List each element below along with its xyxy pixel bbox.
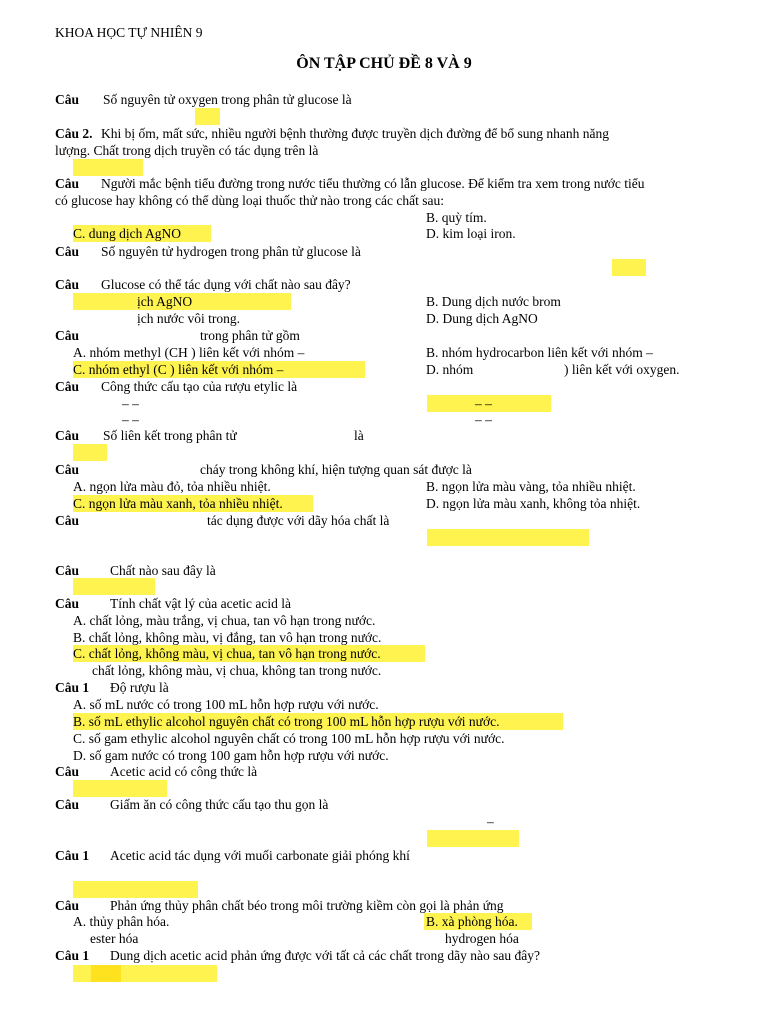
answer-highlight — [73, 881, 198, 898]
question-label: Câu 1 — [55, 680, 90, 695]
option-d: D. số gam nước có trong 100 gam hỗn hợp rượu với nước. — [73, 748, 389, 763]
option-c: C. dung dịch AgNO — [73, 226, 181, 241]
answer-highlight — [195, 108, 220, 125]
answer-highlight — [73, 578, 155, 595]
option-d: D. kim loại iron. — [426, 226, 516, 241]
option-a: A. thủy phân hóa. — [73, 914, 170, 929]
question-text: Chất nào sau đây là — [110, 563, 216, 578]
option-b: B. xà phòng hóa. — [426, 914, 518, 929]
question-text: Acetic acid có công thức là — [110, 764, 258, 779]
option-b: B. số mL ethylic alcohol nguyên chất có trong 100 mL hỗn hợp rượu với nước. — [73, 714, 500, 729]
option-c: C. chất lỏng, không màu, vị chua, tan vô hạn trong nước. — [73, 646, 381, 661]
formula-dashes: – – — [122, 412, 139, 427]
question-label: Câu — [55, 379, 80, 394]
answer-highlight — [91, 965, 121, 982]
question-text: Số liên kết trong phân tử — [103, 428, 237, 443]
formula-dashes: – – — [122, 396, 139, 411]
answer-highlight — [73, 159, 143, 176]
question-text: Tính chất vật lý của acetic acid là — [110, 596, 292, 611]
question-text: Khi bị ốm, mất sức, nhiều người bệnh thường được truyền dịch đường để bổ sung nhanh năng — [101, 126, 609, 141]
answer-highlight — [73, 780, 167, 797]
answer-highlight — [73, 444, 107, 461]
question-text: Glucose có thể tác dụng với chất nào sau đây? — [101, 277, 351, 292]
option-c: ịch nước vôi trong. — [137, 311, 240, 326]
question-text: trong phân tử gồm — [200, 328, 300, 343]
question-text: Độ rượu là — [110, 680, 169, 695]
question-text: Dung dịch acetic acid phản ứng được với tất cả các chất trong dãy nào sau đây? — [110, 948, 540, 963]
question-label: Câu 1 — [55, 948, 90, 963]
question-text: có glucose hay không có thể dùng loại thuốc thử nào trong các chất sau: — [55, 193, 444, 208]
option-c: ester hóa — [90, 931, 139, 946]
question-label: Câu — [55, 428, 80, 443]
option-c: C. ngọn lửa màu xanh, tỏa nhiều nhiệt. — [73, 496, 283, 511]
option-b: B. nhóm hydrocarbon liên kết với nhóm – — [426, 345, 653, 360]
option-d: chất lỏng, không màu, vị chua, không tan trong nước. — [92, 663, 382, 678]
question-text: cháy trong không khí, hiện tượng quan sát được là — [200, 462, 472, 477]
question-label: Câu — [55, 797, 80, 812]
option-b: B. quỳ tím. — [426, 210, 487, 225]
question-text: Số nguyên tử oxygen trong phân tử glucose là — [103, 92, 352, 107]
question-text: Công thức cấu tạo của rượu etylic là — [101, 379, 298, 394]
question-label: Câu — [55, 176, 80, 191]
option-b: B. Dung dịch nước brom — [426, 294, 561, 309]
formula-dashes: – — [487, 814, 494, 829]
question-label: Câu — [55, 513, 80, 528]
question-text: Phản ứng thủy phân chất béo trong môi trường kiềm còn gọi là phản ứng — [110, 898, 504, 913]
page-title: ÔN TẬP CHỦ ĐỀ 8 VÀ 9 — [296, 55, 472, 72]
option-c: C. số gam ethylic alcohol nguyên chất có trong 100 mL hỗn hợp rượu với nước. — [73, 731, 505, 746]
question-text: lượng. Chất trong dịch truyền có tác dụng trên là — [55, 143, 319, 158]
question-text: Người mắc bệnh tiểu đường trong nước tiểu thường có lẫn glucose. Để kiểm tra xem trong nước tiểu — [101, 176, 645, 191]
answer-highlight — [612, 259, 646, 276]
question-text: Số nguyên tử hydrogen trong phân tử glucose là — [101, 244, 361, 259]
question-label: Câu 2. — [55, 126, 93, 141]
question-label: Câu — [55, 244, 80, 259]
question-label: Câu 1 — [55, 848, 90, 863]
option-a: ịch AgNO — [137, 294, 193, 309]
question-text: Giấm ăn có công thức cấu tạo thu gọn là — [110, 797, 329, 812]
question-text: tác dụng được với dãy hóa chất là — [207, 513, 390, 528]
option-a: A. số mL nước có trong 100 mL hỗn hợp rượu với nước. — [73, 697, 379, 712]
question-label: Câu — [55, 462, 80, 477]
question-label: Câu — [55, 563, 80, 578]
formula-dashes: – – — [475, 412, 492, 427]
question-label: Câu — [55, 596, 80, 611]
option-a: A. chất lỏng, màu trắng, vị chua, tan vô hạn trong nước. — [73, 613, 376, 628]
question-label: Câu — [55, 898, 80, 913]
formula-dashes: – – — [475, 396, 492, 411]
option-d: hydrogen hóa — [445, 931, 519, 946]
answer-highlight — [427, 529, 589, 546]
question-text: Acetic acid tác dụng với muối carbonate giải phóng khí — [110, 848, 410, 863]
option-c: C. nhóm ethyl (C ) liên kết với nhóm – — [73, 362, 284, 377]
option-d: ) liên kết với oxygen. — [564, 362, 680, 377]
option-d: D. Dung dịch AgNO — [426, 311, 538, 326]
answer-highlight — [427, 830, 519, 847]
question-label: Câu — [55, 764, 80, 779]
question-label: Câu — [55, 277, 80, 292]
question-label: Câu — [55, 92, 80, 107]
course-header: KHOA HỌC TỰ NHIÊN 9 — [55, 25, 203, 40]
option-a: A. ngọn lửa màu đỏ, tỏa nhiều nhiệt. — [73, 479, 271, 494]
option-b: B. chất lỏng, không màu, vị đắng, tan vô hạn trong nước. — [73, 630, 382, 645]
option-b: B. ngọn lửa màu vàng, tỏa nhiều nhiệt. — [426, 479, 636, 494]
option-d: D. ngọn lửa màu xanh, không tỏa nhiệt. — [426, 496, 641, 511]
question-label: Câu — [55, 328, 80, 343]
question-text: là — [354, 428, 364, 443]
option-a: A. nhóm methyl (CH ) liên kết với nhóm – — [73, 345, 305, 360]
option-d: D. nhóm — [426, 362, 474, 377]
